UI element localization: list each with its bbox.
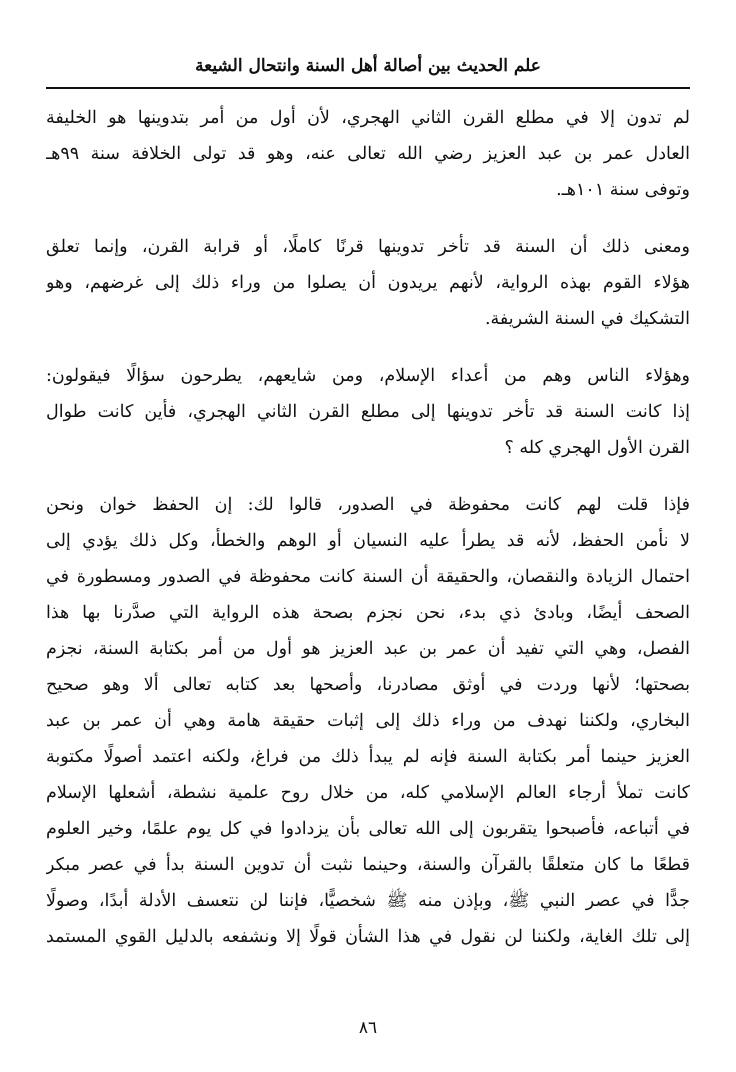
text-line: العزيز حينما أمر بكتابة السنة فإنه لم يبدأ ذلك من فراغ، ولكنه اعتمد أصولًا مكتوبة — [46, 747, 690, 767]
paragraph-2 — [46, 229, 690, 337]
text-line: الفصل، وهي التي تفيد أن عمر بن عبد العزيز هو أول من أمر بكتابة السنة، نجزم — [46, 639, 690, 659]
page-number: ٨٦ — [358, 1018, 378, 1038]
running-header: علم الحديث بين أصالة أهل السنة وانتحال الشيعة — [195, 56, 541, 76]
text-line: العادل عمر بن عبد العزيز رضي الله تعالى عنه، وهو قد تولى الخلافة سنة ٩٩هـ — [46, 144, 690, 164]
text-line: هؤلاء القوم بهذه الرواية، لأنهم يريدون أن يصلوا من وراء ذلك إلى غرضهم، وهو — [46, 273, 690, 293]
text-line: وتوفى سنة ١٠١هـ. — [556, 180, 690, 200]
paragraph-4 — [46, 487, 690, 955]
text-line: لا نأمن الحفظ، لأنه قد يطرأ عليه النسيان أو الوهم والخطأ، وكل ذلك يؤدي إلى — [46, 531, 690, 551]
text-line: إلى تلك الغاية، ولكننا لن نقول في هذا الشأن قولًا إلا ونشفعه بالدليل القوي المستمد — [46, 927, 690, 947]
text-line: وهؤلاء الناس وهم من أعداء الإسلام، ومن شايعهم، يطرحون سؤالًا فيقولون: — [46, 366, 690, 386]
text-line: لم تدون إلا في مطلع القرن الثاني الهجري، لأن أول من أمر بتدوينها هو الخليفة — [46, 108, 690, 128]
text-line: بصحتها؛ لأنها وردت في أوثق مصادرنا، وأصحها بعد كتابه تعالى ألا وهو صحيح — [46, 675, 690, 695]
text-line: التشكيك في السنة الشريفة. — [484, 309, 690, 329]
text-line: قطعًا ما كان متعلقًا بالقرآن والسنة، وحينما نثبت أن تدوين السنة بدأ في عصر مبكر — [46, 855, 690, 875]
text-line: كانت تملأ أرجاء العالم الإسلامي كله، من خلال روح علمية نشطة، أشعلها الإسلام — [46, 783, 690, 803]
text-line: فإذا قلت لهم كانت محفوظة في الصدور، قالوا لك: إن الحفظ خوان ونحن — [46, 495, 690, 515]
text-line: في أتباعه، فأصبحوا يتقربون إلى الله تعالى بأن يزدادوا في كل يوم علمًا، وخير العلوم — [46, 819, 690, 839]
header-rule — [46, 87, 690, 89]
text-line: البخاري، ولكننا نهدف من وراء ذلك إلى إثبات حقيقة هامة وهي أن عمر بن عبد — [46, 711, 690, 731]
text-line: إذا كانت السنة قد تأخر تدوينها إلى مطلع القرن الثاني الهجري، فأين كانت طوال — [46, 402, 690, 422]
body-text — [46, 100, 690, 976]
paragraph-1 — [46, 100, 690, 208]
paragraph-3 — [46, 358, 690, 466]
text-line: ومعنى ذلك أن السنة قد تأخر تدوينها قرنًا كاملًا، أو قرابة القرن، وإنما تعلق — [46, 237, 690, 257]
text-line: القرن الأول الهجري كله ؟ — [504, 438, 690, 458]
text-line: الصحف أيضًا، وبادئ ذي بدء، نحن نجزم بصحة هذه الرواية التي صدَّرنا بها هذا — [46, 603, 690, 623]
text-line: احتمال الزيادة والنقصان، والحقيقة أن السنة كانت محفوظة في الصدور ومسطورة في — [46, 567, 690, 587]
text-line: جدًّا في عصر النبي ﷺ، وبإذن منه ﷺ شخصيًّا، فإننا لن نتعسف الأدلة أبدًا، وصولًا — [46, 891, 690, 911]
